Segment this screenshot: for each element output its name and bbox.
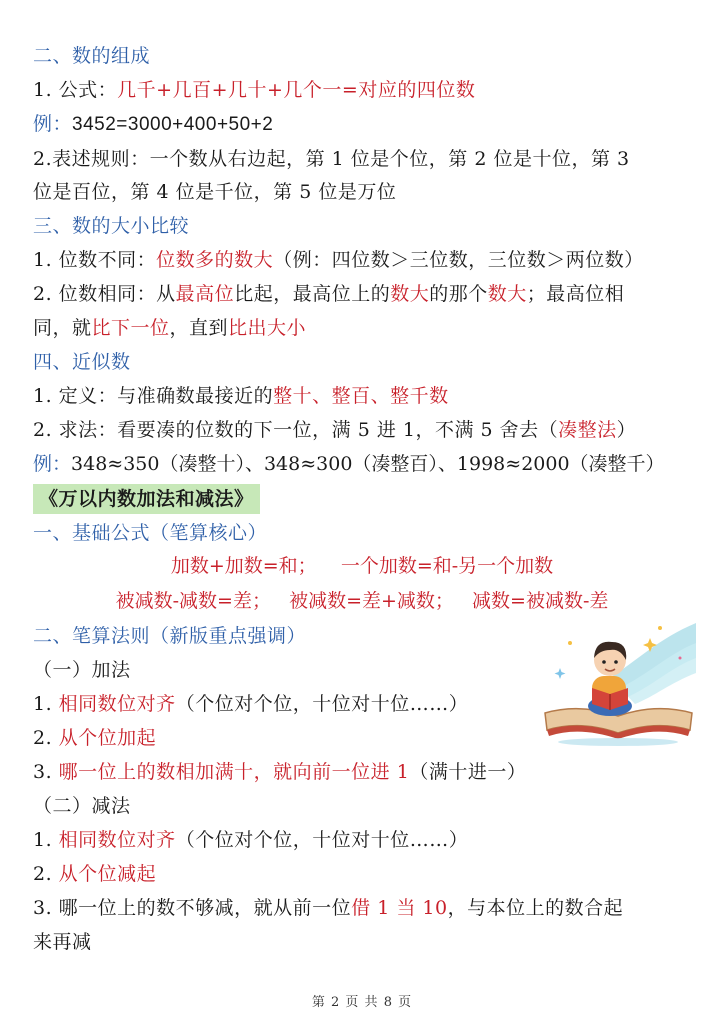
formula-text: 几千+几百+几十+几个一=对应的四位数 [117,79,476,101]
rule-emphasis: 相同数位对齐 [58,829,176,851]
method-line [33,416,696,444]
example-label: 例： [33,113,73,135]
emphasis-segment: 最高位 [175,283,235,305]
section-title-basic-formula: 一、基础公式（笔算核心） [33,522,268,544]
section-title-comparison: 三、数的大小比较 [33,215,190,237]
compare-label: 1. 位数不同： [33,249,157,271]
example-label: 例： [33,453,72,475]
subtraction-subtitle: （二）减法 [33,795,131,817]
emphasis-segment: 比下一位 [91,317,170,339]
example-line [33,110,696,139]
compare-line-1 [33,246,696,274]
rule-number: 2. [33,727,59,749]
compare-line-2 [33,280,696,308]
rule-number: 1. [33,693,59,715]
text-segment: ，与本位上的数合起 [447,897,624,919]
rule-emphasis: 从个位加起 [58,727,157,749]
rule-line-1: 2.表述规则：一个数从右边起，第 1 位是个位，第 2 位是十位，第 3 [33,148,630,170]
rule-detail: （个位对个位，十位对十位……） [175,693,469,715]
text-segment: ；最高位相 [526,283,625,305]
definition-text: 整十、整百、整千数 [273,385,449,407]
text-segment: 比起，最高位上的 [234,283,391,305]
boy-reading-book-illustration [540,618,696,748]
definition-line [33,382,696,410]
rule-detail: （个位对个位，十位对十位……） [175,829,469,851]
example-text: 3452=3000+400+50+2 [72,114,274,135]
text-segment: 2. 位数相同：从 [33,283,176,305]
text-segment: 3. 哪一位上的数不够减，就从前一位 [33,897,352,919]
unit-title: 《万以内数加法和减法》 [33,484,260,514]
rule-emphasis: 相同数位对齐 [58,693,176,715]
text-segment: 的那个 [429,283,488,305]
formula-label: 1. 公式： [33,79,118,101]
formula-line [33,76,696,104]
compare-example: （例：四位数＞三位数，三位数＞两位数） [273,249,644,271]
addition-subtitle: （一）加法 [33,659,131,681]
definition-label: 1. 定义：与准确数最接近的 [33,385,274,407]
formula-row-subtraction: 被减数-减数=差； 被减数=差+减数； 减数=被减数-差 [115,590,609,612]
page-footer: 第 2 页 共 8 页 [311,995,413,1010]
text-segment: 同，就 [33,317,92,339]
emphasis-segment: 借 1 当 10 [351,897,448,919]
emphasis-segment: 凑整法 [558,419,617,441]
emphasis-segment: 比出大小 [228,317,307,339]
formula-row-addition: 加数+加数=和； 一个加数=和-另一个加数 [170,555,554,577]
approx-example-line [33,450,696,478]
text-segment: ，直到 [169,317,229,339]
subtraction-rule-1 [33,826,696,854]
rule-emphasis: 哪一位上的数相加满十，就向前一位进 1 [58,761,410,783]
rule-number: 3. [33,761,59,783]
emphasis-segment: 数大 [487,283,527,305]
text-segment: ） [616,419,637,441]
text-segment: 2. 求法：看要凑的位数的下一位，满 5 进 1，不满 5 舍去（ [33,419,559,441]
section-title-written-rules: 二、笔算法则（新版重点强调） [33,625,307,647]
subtraction-rule-2 [33,860,696,888]
emphasis-segment: 数大 [390,283,430,305]
rule-number: 2. [33,863,59,885]
rule-line-2: 位是百位，第 4 位是千位，第 5 位是万位 [33,181,397,203]
addition-rule-3 [33,758,696,786]
section-title-composition: 二、数的组成 [33,45,151,67]
compare-line-3 [33,314,696,342]
rule-emphasis: 从个位减起 [58,863,157,885]
section-title-approximation: 四、近似数 [33,351,131,373]
rule-detail: （满十进一） [409,761,527,783]
compare-rule: 位数多的数大 [156,249,274,271]
example-text: 348≈350（凑整十）、348≈300（凑整百）、1998≈2000（凑整千） [71,453,665,475]
rule-number: 1. [33,829,59,851]
subtraction-rule-3-cont: 来再减 [33,931,92,953]
subtraction-rule-3 [33,894,696,922]
